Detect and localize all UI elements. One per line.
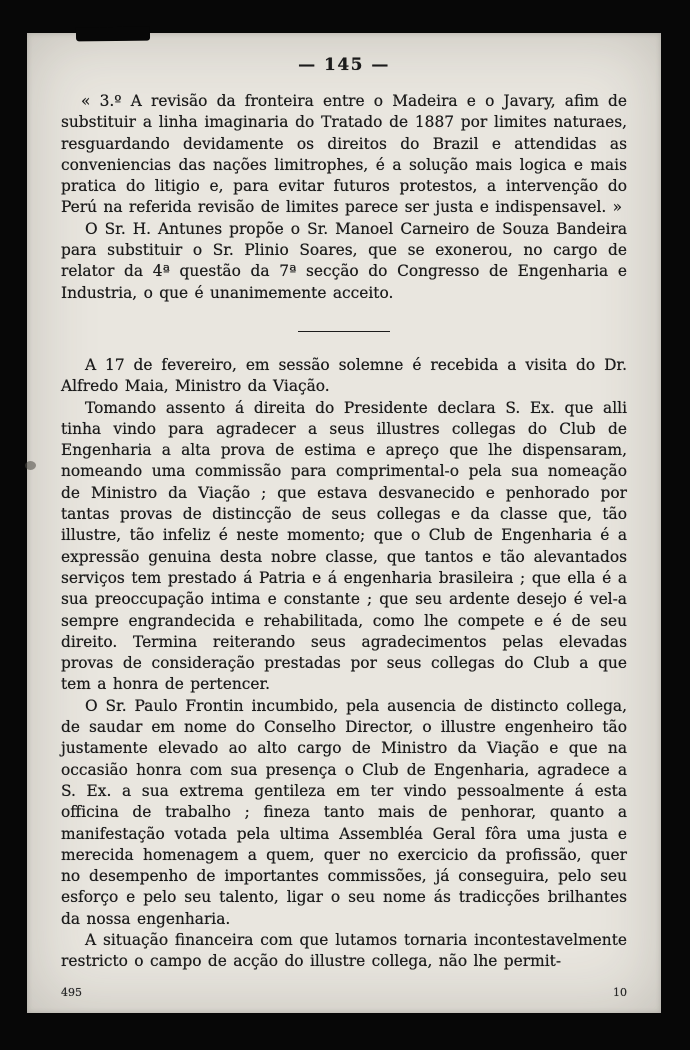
footer-print-code: 495: [61, 986, 82, 999]
document-page: [27, 33, 661, 1013]
scan-artifact-margin-mark: [25, 461, 36, 470]
paragraph-quote-revision-frontier: « 3.º A revisão da fronteira entre o Madeira e o Javary, afim de substituir a linha imaginaria do Tratado de 1887 por limites naturaes, resguardando devidamente os direitos do Brazil e attendidas as conveniencias das nações limitrophes, é a solução mais logica e mais pratica do litigio e, para evitar futuros protestos, a intervenção do Perú na referida revisão de limites parece ser justa e indispensavel. »: [61, 92, 627, 217]
paragraph-antunes-proposal: O Sr. H. Antunes propõe o Sr. Manoel Carneiro de Souza Bandeira para substituir o Sr. Plinio Soares, que se exonerou, no cargo de relator da 4ª questão da 7ª secção do Congresso de Engenharia e Industria, o que é unanimemente acceito.: [61, 219, 627, 302]
section-divider: [298, 331, 390, 332]
footer-signature-number: 10: [613, 986, 627, 999]
page-footer: [61, 986, 627, 999]
paragraph-session-17-february: A 17 de fevereiro, em sessão solemne é recebida a visita do Dr. Alfredo Maia, Ministro da Viação.: [61, 355, 627, 396]
paragraph-minister-speech: Tomando assento á direita do Presidente declara S. Ex. que alli tinha vindo para agradecer a seus illustres collegas do Club de Engenharia a alta prova de estima e apreço que lhe dispensaram, nomeando uma commissão para comprimental-o pela sua nomeação de Ministro da Viação ; que estava desvanecido e penhorado por tantas provas de distincção de seus collegas e da classe que, tão illustre, tão infeliz é neste momento; que o Club de Engenharia é a expressão genuina desta nobre classe, que tantos e tão alevantados serviços tem prestado á Patria e á engenharia brasileira ; que ella é a sua preoccupação intima e constante ; que seu ardente desejo é vel-a sempre engrandecida e rehabilitada, como lhe compete e é de seu direito. Termina reiterando seus agradecimentos pelas elevadas provas de consideração prestadas por seus collegas do Club a que tem a honra de pertencer.: [61, 398, 627, 694]
scan-artifact-notch: [76, 27, 150, 42]
page-number: — 145 —: [298, 55, 390, 75]
paragraph-financial-situation: A situação financeira com que lutamos tornaria incontestavelmente restricto o campo de acção do illustre collega, não lhe permit-: [61, 930, 627, 971]
paragraph-paulo-frontin: O Sr. Paulo Frontin incumbido, pela ausencia de distincto collega, de saudar em nome do Conselho Director, o illustre engenheiro tão justamente elevado ao alto cargo de Ministro da Viação e que na occasião honra com sua presença o Club de Engenharia, agradece a S. Ex. a sua extrema gentileza em ter vindo pessoalmente á esta officina de trabalho ; fineza tanto mais de penhorar, quanto a manifestação votada pela ultima Assembléa Geral fôra uma justa e merecida homenagem a quem, quer no exercicio da profissão, quer no desempenho de importantes commissões, já conseguira, pelo seu esforço e pelo seu talento, ligar o seu nome ás tradicções brilhantes da nossa engenharia.: [61, 696, 627, 928]
